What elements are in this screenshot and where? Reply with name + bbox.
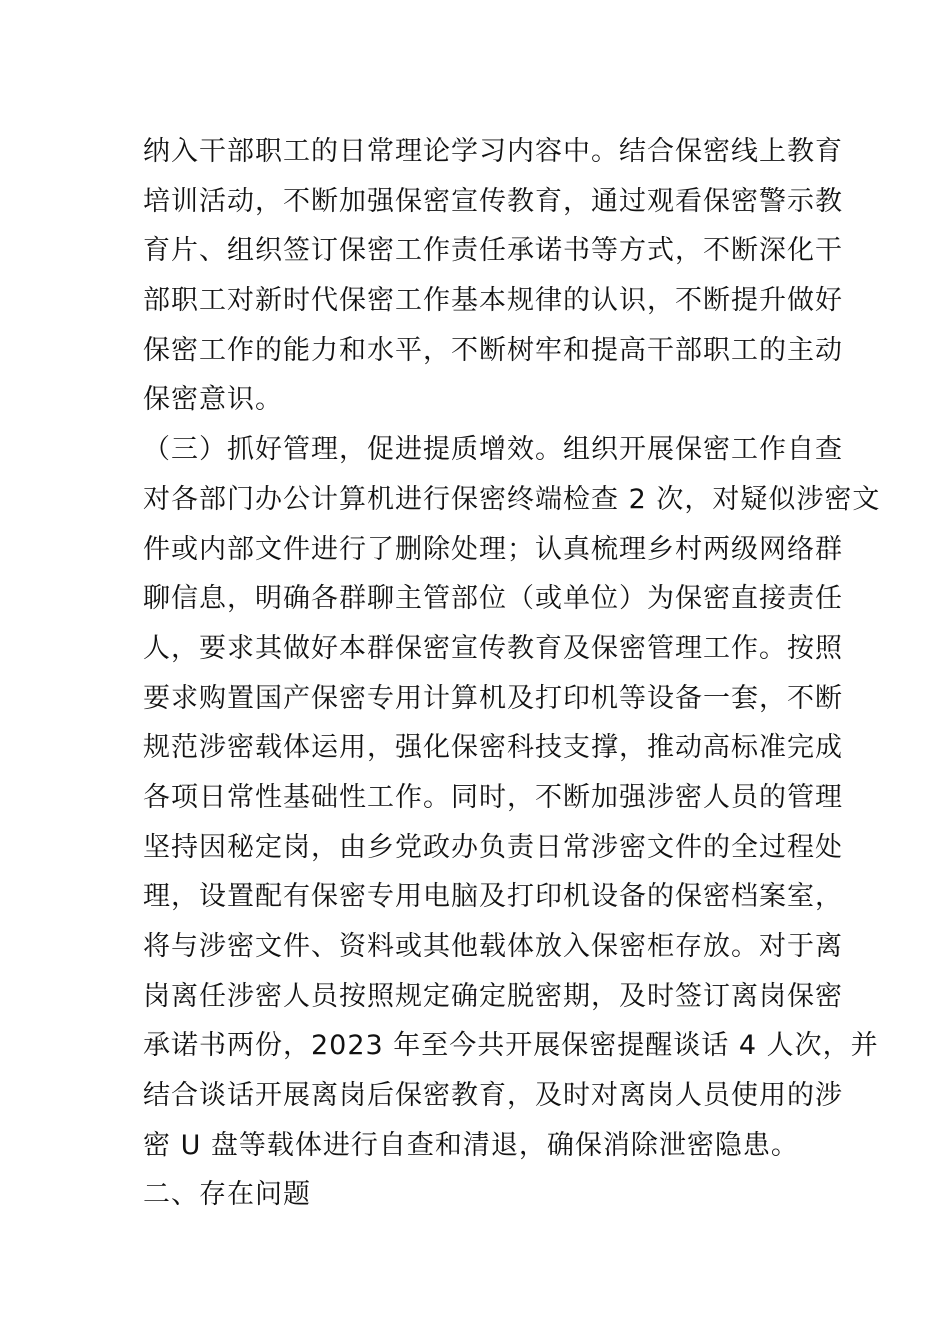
body-line: 坚持因秘定岗，由乡党政办负责日常涉密文件的全过程处	[143, 831, 843, 863]
section-heading-3: （三）抓好管理，促进提质增效。组织开展保密工作自查	[143, 434, 843, 466]
body-line: 要求购置国产保密专用计算机及打印机等设备一套，不断	[143, 682, 843, 714]
body-line: 岗离任涉密人员按照规定确定脱密期，及时签订离岗保密	[143, 980, 843, 1012]
body-line: 将与涉密文件、资料或其他载体放入保密柜存放。对于离	[143, 931, 843, 962]
section-heading-2: 二、存在问题	[143, 1179, 311, 1211]
body-line: 保密工作的能力和水平，不断树牢和提高干部职工的主动	[143, 334, 843, 366]
body-line: 结合谈话开展离岗后保密教育，及时对离岗人员使用的涉	[143, 1080, 843, 1112]
body-line: 保密意识。	[143, 384, 283, 416]
body-line: 纳入干部职工的日常理论学习内容中。结合保密线上教育	[143, 136, 843, 167]
body-line: 聊信息，明确各群聊主管部位（或单位）为保密直接责任	[143, 583, 843, 615]
body-line: 培训活动，不断加强保密宣传教育，通过观看保密警示教	[143, 185, 843, 217]
body-line: 承诺书两份，2023 年至今共开展保密提醒谈话 4 人次，并	[143, 1030, 879, 1062]
body-line: 育片、组织签订保密工作责任承诺书等方式，不断深化干	[143, 235, 843, 267]
body-line: 规范涉密载体运用，强化保密科技支撑，推动高标准完成	[143, 732, 843, 764]
document-body	[143, 127, 881, 1220]
body-line: 部职工对新时代保密工作基本规律的认识，不断提升做好	[143, 285, 843, 317]
body-line: 件或内部文件进行了删除处理；认真梳理乡村两级网络群	[143, 533, 843, 565]
body-line: 理，设置配有保密专用电脑及打印机设备的保密档案室，	[143, 881, 843, 913]
body-line: 各项日常性基础性工作。同时，不断加强涉密人员的管理	[143, 781, 843, 813]
body-line: 密 U 盘等载体进行自查和清退，确保消除泄密隐患。	[143, 1129, 799, 1161]
body-line: 对各部门办公计算机进行保密终端检查 2 次，对疑似涉密文	[143, 483, 881, 515]
body-line: 人，要求其做好本群保密宣传教育及保密管理工作。按照	[143, 632, 843, 664]
